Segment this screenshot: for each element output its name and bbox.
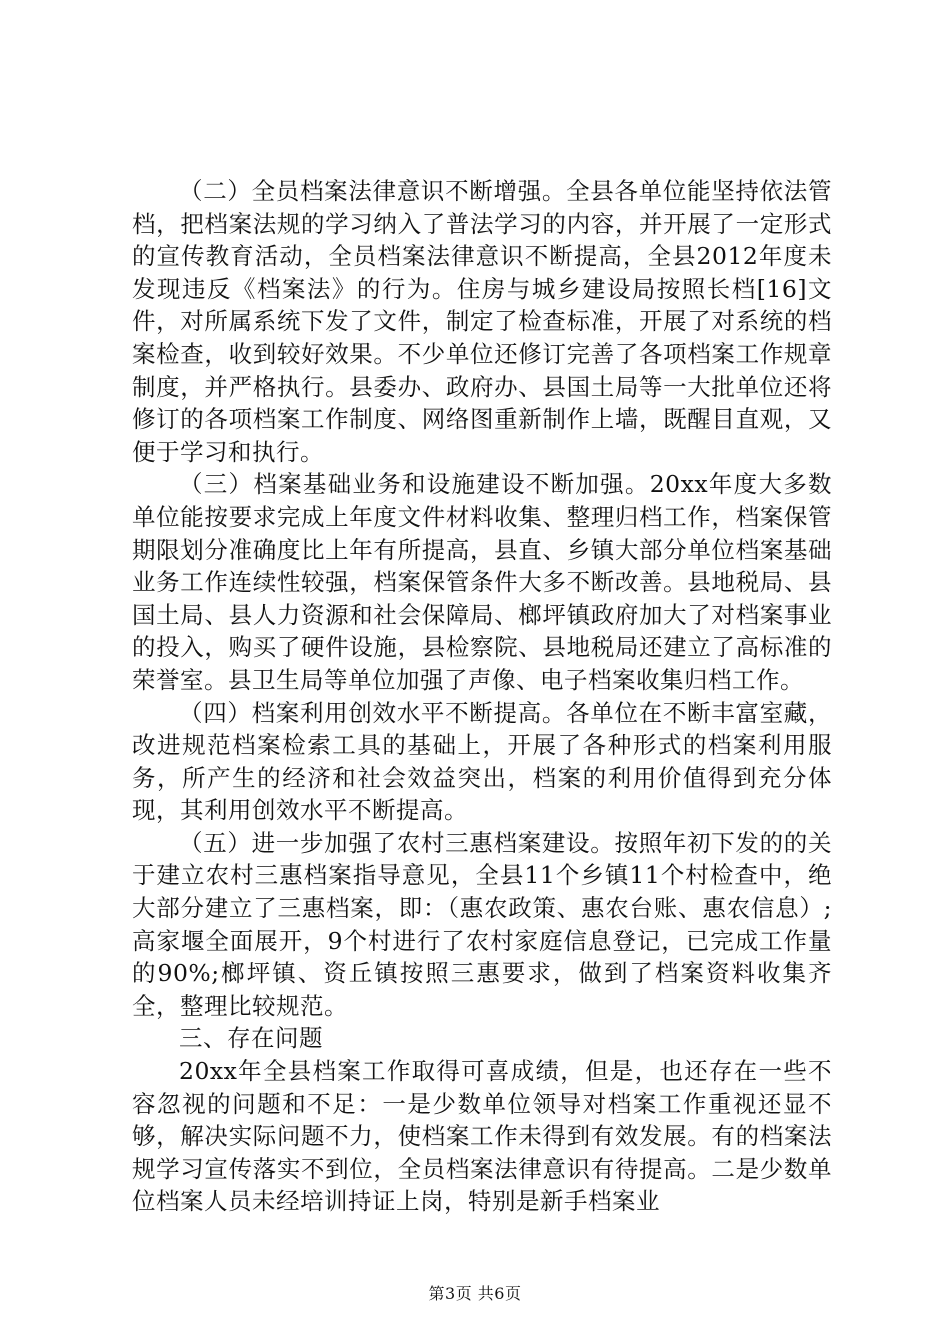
document-body bbox=[132, 175, 832, 1218]
paragraph-legal-awareness: （二）全员档案法律意识不断增强。全县各单位能坚持依法管档，把档案法规的学习纳入了普法学习的内容，并开展了一定形式的宣传教育活动，全员档案法律意识不断提高，全县2012年度未发现违反《档案法》的行为。住房与城乡建设局按照长档[16]文件，对所属系统下发了文件，制定了检查标准，开展了对系统的档案检查，收到较好效果。不少单位还修订完善了各项档案工作规章制度，并严格执行。县委办、政府办、县国土局等一大批单位还将修订的各项档案工作制度、网络图重新制作上墙，既醒目直观，又便于学习和执行。 bbox=[132, 177, 832, 466]
paragraph-rural-archives: （五）进一步加强了农村三惠档案建设。按照年初下发的的关于建立农村三惠档案指导意见，全县11个乡镇11个村检查中，绝大部分建立了三惠档案，即：（惠农政策、惠农台账、惠农信息）;高家堰全面展开，9个村进行了农村家庭信息登记，已完成工作量的90%;榔坪镇、资丘镇按照三惠要求，做到了档案资料收集齐全，整理比较规范。 bbox=[132, 828, 832, 1020]
section-heading-problems: 三、存在问题 bbox=[179, 1024, 323, 1053]
paragraph-problems: 20xx年全县档案工作取得可喜成绩，但是，也还存在一些不容忽视的问题和不足：一是少数单位领导对档案工作重视还显不够，解决实际问题不力，使档案工作未得到有效发展。有的档案法规学习宣传落实不到位，全员档案法律意识有待提高。二是少数单位档案人员未经培训持证上岗，特别是新手档案业 bbox=[132, 1057, 832, 1216]
page-footer: 第3页 共6页 bbox=[428, 1284, 522, 1303]
paragraph-utilization: （四）档案利用创效水平不断提高。各单位在不断丰富室藏，改进规范档案检索工具的基础上，开展了各种形式的档案利用服务，所产生的经济和社会效益突出，档案的利用价值得到充分体现，其利用创效水平不断提高。 bbox=[132, 698, 832, 825]
paragraph-infrastructure: （三）档案基础业务和设施建设不断加强。20xx年度大多数单位能按要求完成上年度文件材料收集、整理归档工作，档案保管期限划分准确度比上年有所提高，县直、乡镇大部分单位档案基础业务工作连续性较强，档案保管条件大多不断改善。县地税局、县国土局、县人力资源和社会保障局、榔坪镇政府加大了对档案事业的投入，购买了硬件设施，县检察院、县地税局还建立了高标准的荣誉室。县卫生局等单位加强了声像、电子档案收集归档工作。 bbox=[132, 470, 832, 694]
